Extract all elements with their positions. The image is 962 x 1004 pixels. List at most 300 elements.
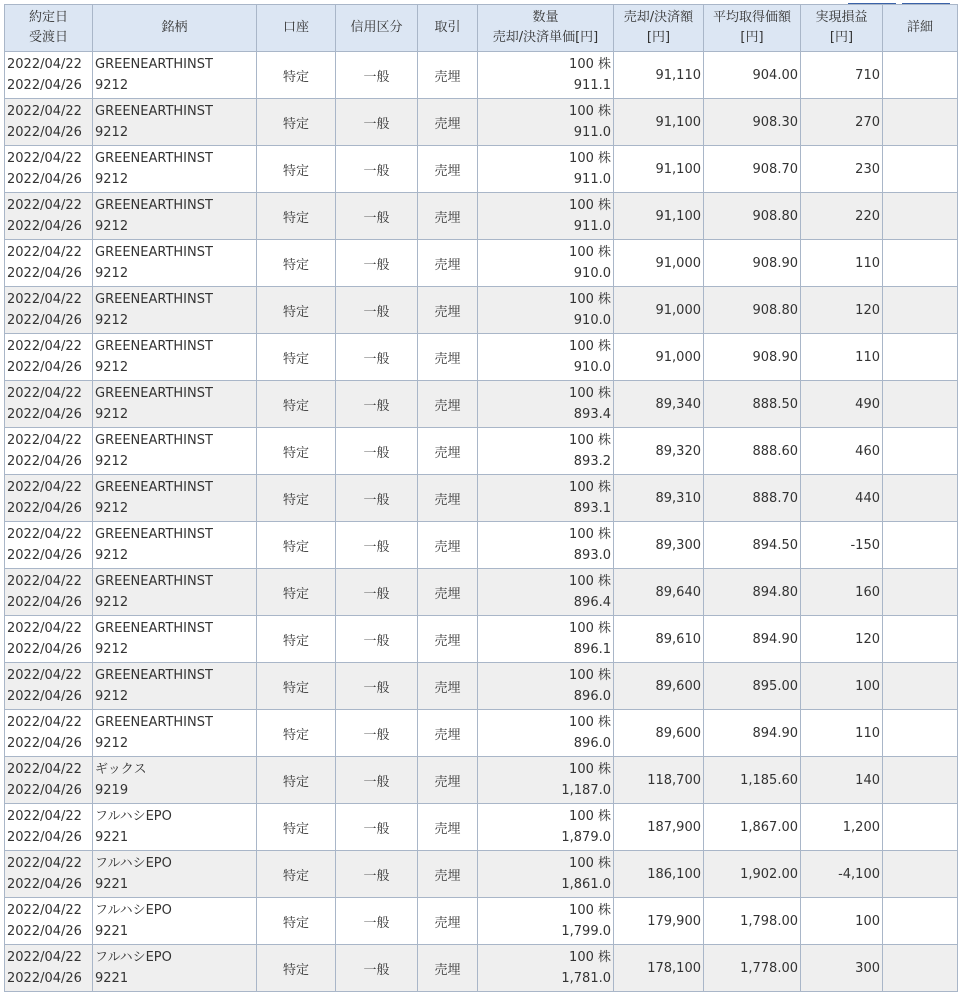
- settle-date: 2022/04/26: [7, 689, 82, 704]
- credit-type-cell: 一般: [336, 945, 418, 992]
- amount-cell: 89,340: [614, 381, 704, 428]
- detail-cell: [883, 287, 958, 334]
- quantity: 100 株: [569, 245, 611, 260]
- quantity: 100 株: [569, 668, 611, 683]
- trade-date: 2022/04/22: [7, 104, 82, 119]
- amount-cell: 89,310: [614, 475, 704, 522]
- table-row: [5, 146, 958, 193]
- quantity: 100 株: [569, 527, 611, 542]
- trade-date: 2022/04/22: [7, 433, 82, 448]
- unit-price: 1,187.0: [561, 783, 611, 798]
- unit-price: 893.4: [573, 407, 611, 422]
- quantity: 100 株: [569, 480, 611, 495]
- account-cell: 特定: [257, 710, 336, 757]
- amount-cell: 89,610: [614, 616, 704, 663]
- credit-type-cell: 一般: [336, 522, 418, 569]
- detail-cell: [883, 616, 958, 663]
- table-row: [5, 804, 958, 851]
- table-row: [5, 240, 958, 287]
- security-cell: [93, 851, 257, 898]
- table-row: [5, 898, 958, 945]
- table-row: [5, 522, 958, 569]
- security-name: GREENEARTHINST: [95, 245, 213, 260]
- trade-type-cell: 売埋: [418, 569, 478, 616]
- avg-cost-cell: 894.90: [704, 616, 801, 663]
- settle-date: 2022/04/26: [7, 172, 82, 187]
- security-name: GREENEARTHINST: [95, 104, 213, 119]
- security-cell: [93, 663, 257, 710]
- header-pl-line1: 実現損益: [815, 10, 868, 25]
- amount-cell: 89,640: [614, 569, 704, 616]
- settle-date: 2022/04/26: [7, 877, 82, 892]
- amount-cell: 91,100: [614, 146, 704, 193]
- amount-cell: 187,900: [614, 804, 704, 851]
- detail-cell: [883, 146, 958, 193]
- qty-price-cell: [478, 851, 614, 898]
- security-code: 9212: [95, 454, 129, 469]
- detail-cell: [883, 710, 958, 757]
- avg-cost-cell: 904.00: [704, 52, 801, 99]
- security-cell: [93, 52, 257, 99]
- date-cell: [5, 710, 93, 757]
- header-settle-date: 受渡日: [28, 30, 68, 45]
- security-code: 9212: [95, 736, 129, 751]
- table-row: [5, 616, 958, 663]
- account-cell: 特定: [257, 240, 336, 287]
- security-name: フルハシEPO: [95, 809, 172, 824]
- header-pl-line2: [円]: [829, 30, 854, 45]
- quantity: 100 株: [569, 715, 611, 730]
- date-cell: [5, 851, 93, 898]
- trade-type-cell: 売埋: [418, 616, 478, 663]
- security-code: 9221: [95, 877, 129, 892]
- credit-type-cell: 一般: [336, 616, 418, 663]
- detail-cell: [883, 99, 958, 146]
- quantity: 100 株: [569, 574, 611, 589]
- trade-date: 2022/04/22: [7, 574, 82, 589]
- quantity: 100 株: [569, 339, 611, 354]
- credit-type-cell: 一般: [336, 381, 418, 428]
- detail-cell: [883, 757, 958, 804]
- amount-cell: 118,700: [614, 757, 704, 804]
- header-detail: 詳細: [883, 5, 958, 52]
- date-cell: [5, 381, 93, 428]
- header-amount-line1: 売却/決済額: [623, 10, 694, 25]
- detail-cell: [883, 428, 958, 475]
- header-qty-line1: 数量: [532, 10, 559, 25]
- table-row: [5, 381, 958, 428]
- credit-type-cell: 一般: [336, 99, 418, 146]
- avg-cost-cell: 908.90: [704, 240, 801, 287]
- credit-type-cell: 一般: [336, 898, 418, 945]
- quantity: 100 株: [569, 762, 611, 777]
- credit-type-cell: 一般: [336, 757, 418, 804]
- detail-cell: [883, 522, 958, 569]
- account-cell: 特定: [257, 522, 336, 569]
- settle-date: 2022/04/26: [7, 830, 82, 845]
- trade-date: 2022/04/22: [7, 198, 82, 213]
- trade-type-cell: 売埋: [418, 240, 478, 287]
- qty-price-cell: [478, 710, 614, 757]
- security-cell: [93, 287, 257, 334]
- security-cell: [93, 616, 257, 663]
- settle-date: 2022/04/26: [7, 78, 82, 93]
- security-name: GREENEARTHINST: [95, 151, 213, 166]
- qty-price-cell: [478, 616, 614, 663]
- settle-date: 2022/04/26: [7, 125, 82, 140]
- account-cell: 特定: [257, 804, 336, 851]
- detail-cell: [883, 804, 958, 851]
- qty-price-cell: [478, 945, 614, 992]
- detail-cell: [883, 851, 958, 898]
- settle-date: 2022/04/26: [7, 971, 82, 986]
- table-row: [5, 193, 958, 240]
- security-cell: [93, 146, 257, 193]
- date-cell: [5, 569, 93, 616]
- security-cell: [93, 757, 257, 804]
- qty-price-cell: [478, 522, 614, 569]
- account-cell: 特定: [257, 146, 336, 193]
- table-row: [5, 945, 958, 992]
- qty-price-cell: [478, 287, 614, 334]
- unit-price: 893.1: [573, 501, 611, 516]
- realized-pl-cell: -4,100: [801, 851, 883, 898]
- date-cell: [5, 898, 93, 945]
- settle-date: 2022/04/26: [7, 736, 82, 751]
- avg-cost-cell: 908.70: [704, 146, 801, 193]
- realized-pl-cell: 120: [801, 287, 883, 334]
- avg-cost-cell: 888.60: [704, 428, 801, 475]
- security-code: 9221: [95, 971, 129, 986]
- quantity: 100 株: [569, 57, 611, 72]
- unit-price: 893.2: [573, 454, 611, 469]
- security-cell: [93, 898, 257, 945]
- security-name: フルハシEPO: [95, 950, 172, 965]
- header-credit: 信用区分: [336, 5, 418, 52]
- credit-type-cell: 一般: [336, 240, 418, 287]
- header-avg-cost: [704, 5, 801, 52]
- trade-date: 2022/04/22: [7, 292, 82, 307]
- credit-type-cell: 一般: [336, 193, 418, 240]
- date-cell: [5, 804, 93, 851]
- table-row: [5, 569, 958, 616]
- amount-cell: 91,100: [614, 99, 704, 146]
- trade-type-cell: 売埋: [418, 522, 478, 569]
- credit-type-cell: 一般: [336, 851, 418, 898]
- security-name: GREENEARTHINST: [95, 574, 213, 589]
- date-cell: [5, 428, 93, 475]
- realized-pl-cell: 270: [801, 99, 883, 146]
- table-row: [5, 851, 958, 898]
- trade-date: 2022/04/22: [7, 339, 82, 354]
- qty-price-cell: [478, 804, 614, 851]
- account-cell: 特定: [257, 898, 336, 945]
- realized-pl-cell: 110: [801, 710, 883, 757]
- credit-type-cell: 一般: [336, 287, 418, 334]
- settle-date: 2022/04/26: [7, 501, 82, 516]
- realized-pl-cell: 230: [801, 146, 883, 193]
- qty-price-cell: [478, 663, 614, 710]
- avg-cost-cell: 894.50: [704, 522, 801, 569]
- unit-price: 911.0: [573, 172, 611, 187]
- unit-price: 911.0: [573, 125, 611, 140]
- account-cell: 特定: [257, 569, 336, 616]
- table-header-row: [5, 5, 958, 52]
- trade-date: 2022/04/22: [7, 245, 82, 260]
- table-row: [5, 757, 958, 804]
- table-row: [5, 710, 958, 757]
- detail-cell: [883, 898, 958, 945]
- header-qty: [478, 5, 614, 52]
- quantity: 100 株: [569, 433, 611, 448]
- security-code: 9212: [95, 595, 129, 610]
- trade-date: 2022/04/22: [7, 151, 82, 166]
- security-name: GREENEARTHINST: [95, 527, 213, 542]
- header-name: 銘柄: [93, 5, 257, 52]
- amount-cell: 91,110: [614, 52, 704, 99]
- security-code: 9212: [95, 172, 129, 187]
- date-cell: [5, 240, 93, 287]
- settle-date: 2022/04/26: [7, 454, 82, 469]
- security-code: 9221: [95, 924, 129, 939]
- settle-date: 2022/04/26: [7, 360, 82, 375]
- avg-cost-cell: 908.90: [704, 334, 801, 381]
- qty-price-cell: [478, 898, 614, 945]
- table-row: [5, 428, 958, 475]
- credit-type-cell: 一般: [336, 334, 418, 381]
- settle-date: 2022/04/26: [7, 595, 82, 610]
- unit-price: 911.1: [573, 78, 611, 93]
- amount-cell: 91,000: [614, 334, 704, 381]
- realized-pl-table: [4, 4, 958, 992]
- credit-type-cell: 一般: [336, 569, 418, 616]
- trade-type-cell: 売埋: [418, 99, 478, 146]
- security-cell: [93, 522, 257, 569]
- quantity: 100 株: [569, 903, 611, 918]
- security-cell: [93, 475, 257, 522]
- credit-type-cell: 一般: [336, 52, 418, 99]
- trade-date: 2022/04/22: [7, 762, 82, 777]
- qty-price-cell: [478, 52, 614, 99]
- unit-price: 1,781.0: [561, 971, 611, 986]
- realized-pl-cell: 300: [801, 945, 883, 992]
- header-avg-line2: [円]: [740, 30, 764, 45]
- quantity: 100 株: [569, 950, 611, 965]
- security-code: 9212: [95, 689, 129, 704]
- realized-pl-cell: 100: [801, 898, 883, 945]
- date-cell: [5, 945, 93, 992]
- realized-pl-cell: 710: [801, 52, 883, 99]
- trade-type-cell: 売埋: [418, 381, 478, 428]
- trade-date: 2022/04/22: [7, 386, 82, 401]
- unit-price: 910.0: [573, 313, 611, 328]
- date-cell: [5, 334, 93, 381]
- account-cell: 特定: [257, 945, 336, 992]
- qty-price-cell: [478, 240, 614, 287]
- detail-cell: [883, 945, 958, 992]
- table-row: [5, 287, 958, 334]
- trade-type-cell: 売埋: [418, 757, 478, 804]
- header-trade-date: 約定日: [28, 10, 68, 25]
- trade-date: 2022/04/22: [7, 480, 82, 495]
- quantity: 100 株: [569, 621, 611, 636]
- avg-cost-cell: 1,778.00: [704, 945, 801, 992]
- security-name: ギックス: [95, 762, 147, 777]
- security-code: 9212: [95, 125, 129, 140]
- detail-cell: [883, 240, 958, 287]
- security-code: 9212: [95, 266, 129, 281]
- unit-price: 910.0: [573, 266, 611, 281]
- account-cell: 特定: [257, 99, 336, 146]
- header-trade: 取引: [418, 5, 478, 52]
- settle-date: 2022/04/26: [7, 642, 82, 657]
- qty-price-cell: [478, 146, 614, 193]
- security-code: 9212: [95, 407, 129, 422]
- realized-pl-cell: 220: [801, 193, 883, 240]
- trade-type-cell: 売埋: [418, 146, 478, 193]
- qty-price-cell: [478, 428, 614, 475]
- security-cell: [93, 240, 257, 287]
- settle-date: 2022/04/26: [7, 407, 82, 422]
- security-name: GREENEARTHINST: [95, 339, 213, 354]
- trade-type-cell: 売埋: [418, 945, 478, 992]
- settle-date: 2022/04/26: [7, 924, 82, 939]
- security-name: GREENEARTHINST: [95, 386, 213, 401]
- unit-price: 896.0: [573, 736, 611, 751]
- security-name: GREENEARTHINST: [95, 480, 213, 495]
- amount-cell: 178,100: [614, 945, 704, 992]
- trade-date: 2022/04/22: [7, 668, 82, 683]
- trade-date: 2022/04/22: [7, 527, 82, 542]
- detail-cell: [883, 381, 958, 428]
- account-cell: 特定: [257, 193, 336, 240]
- avg-cost-cell: 888.50: [704, 381, 801, 428]
- avg-cost-cell: 895.00: [704, 663, 801, 710]
- trade-type-cell: 売埋: [418, 475, 478, 522]
- table-row: [5, 663, 958, 710]
- security-name: GREENEARTHINST: [95, 198, 213, 213]
- date-cell: [5, 616, 93, 663]
- settle-date: 2022/04/26: [7, 266, 82, 281]
- trade-type-cell: 売埋: [418, 287, 478, 334]
- security-name: フルハシEPO: [95, 903, 172, 918]
- amount-cell: 89,300: [614, 522, 704, 569]
- quantity: 100 株: [569, 856, 611, 871]
- security-name: GREENEARTHINST: [95, 57, 213, 72]
- settle-date: 2022/04/26: [7, 548, 82, 563]
- trade-type-cell: 売埋: [418, 898, 478, 945]
- avg-cost-cell: 894.80: [704, 569, 801, 616]
- avg-cost-cell: 908.80: [704, 193, 801, 240]
- unit-price: 896.4: [573, 595, 611, 610]
- qty-price-cell: [478, 475, 614, 522]
- settle-date: 2022/04/26: [7, 313, 82, 328]
- unit-price: 1,861.0: [561, 877, 611, 892]
- account-cell: 特定: [257, 52, 336, 99]
- security-code: 9212: [95, 548, 129, 563]
- security-code: 9212: [95, 219, 129, 234]
- amount-cell: 186,100: [614, 851, 704, 898]
- avg-cost-cell: 894.90: [704, 710, 801, 757]
- quantity: 100 株: [569, 809, 611, 824]
- realized-pl-cell: 120: [801, 616, 883, 663]
- settle-date: 2022/04/26: [7, 219, 82, 234]
- avg-cost-cell: 888.70: [704, 475, 801, 522]
- header-avg-line1: 平均取得価額: [712, 10, 791, 25]
- security-code: 9219: [95, 783, 129, 798]
- trade-date: 2022/04/22: [7, 621, 82, 636]
- qty-price-cell: [478, 381, 614, 428]
- date-cell: [5, 663, 93, 710]
- avg-cost-cell: 1,798.00: [704, 898, 801, 945]
- realized-pl-cell: 110: [801, 334, 883, 381]
- security-cell: [93, 99, 257, 146]
- trade-date: 2022/04/22: [7, 950, 82, 965]
- avg-cost-cell: 1,185.60: [704, 757, 801, 804]
- security-cell: [93, 804, 257, 851]
- qty-price-cell: [478, 193, 614, 240]
- quantity: 100 株: [569, 151, 611, 166]
- trade-type-cell: 売埋: [418, 334, 478, 381]
- table-row: [5, 52, 958, 99]
- realized-pl-cell: 160: [801, 569, 883, 616]
- security-cell: [93, 710, 257, 757]
- security-code: 9212: [95, 642, 129, 657]
- detail-cell: [883, 475, 958, 522]
- amount-cell: 91,000: [614, 240, 704, 287]
- settle-date: 2022/04/26: [7, 783, 82, 798]
- detail-cell: [883, 663, 958, 710]
- trade-type-cell: 売埋: [418, 851, 478, 898]
- credit-type-cell: 一般: [336, 710, 418, 757]
- realized-pl-cell: -150: [801, 522, 883, 569]
- date-cell: [5, 287, 93, 334]
- trade-date: 2022/04/22: [7, 856, 82, 871]
- amount-cell: 91,000: [614, 287, 704, 334]
- table-row: [5, 475, 958, 522]
- security-code: 9221: [95, 830, 129, 845]
- avg-cost-cell: 1,902.00: [704, 851, 801, 898]
- amount-cell: 91,100: [614, 193, 704, 240]
- credit-type-cell: 一般: [336, 475, 418, 522]
- date-cell: [5, 475, 93, 522]
- quantity: 100 株: [569, 292, 611, 307]
- date-cell: [5, 522, 93, 569]
- unit-price: 1,799.0: [561, 924, 611, 939]
- account-cell: 特定: [257, 428, 336, 475]
- security-name: GREENEARTHINST: [95, 292, 213, 307]
- detail-cell: [883, 193, 958, 240]
- security-code: 9212: [95, 78, 129, 93]
- security-cell: [93, 334, 257, 381]
- security-name: フルハシEPO: [95, 856, 172, 871]
- unit-price: 911.0: [573, 219, 611, 234]
- qty-price-cell: [478, 757, 614, 804]
- security-code: 9212: [95, 313, 129, 328]
- realized-pl-cell: 1,200: [801, 804, 883, 851]
- header-account: 口座: [257, 5, 336, 52]
- unit-price: 896.0: [573, 689, 611, 704]
- security-code: 9212: [95, 360, 129, 375]
- trade-type-cell: 売埋: [418, 193, 478, 240]
- security-name: GREENEARTHINST: [95, 715, 213, 730]
- quantity: 100 株: [569, 386, 611, 401]
- date-cell: [5, 757, 93, 804]
- realized-pl-cell: 490: [801, 381, 883, 428]
- trade-type-cell: 売埋: [418, 428, 478, 475]
- security-cell: [93, 381, 257, 428]
- account-cell: 特定: [257, 616, 336, 663]
